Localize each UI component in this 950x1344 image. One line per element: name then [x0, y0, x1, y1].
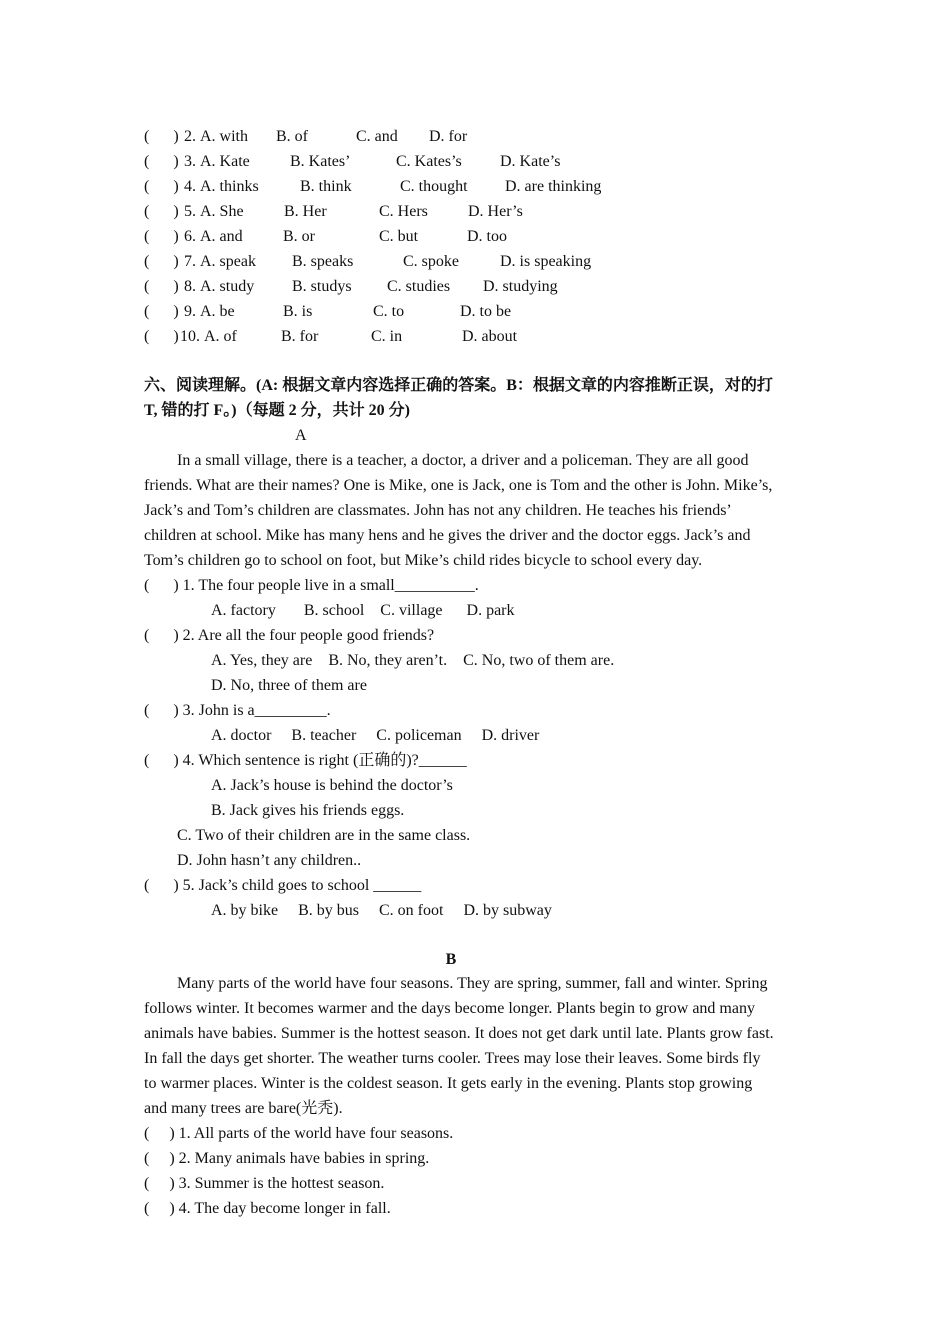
cloze-row	[144, 149, 561, 174]
option-d: D. Her’s	[468, 203, 523, 220]
cloze-row	[144, 199, 523, 224]
option-b: B. for	[281, 328, 319, 345]
option-c: C. Hers	[379, 203, 428, 220]
option-d: D. are thinking	[505, 178, 602, 195]
option-a: A. She	[200, 203, 244, 220]
option-d: D. studying	[483, 278, 558, 295]
option-b: B. studys	[292, 278, 352, 295]
true-false-item[interactable]: ( ) 1. All parts of the world have four seasons.	[144, 1125, 454, 1142]
passage-line: Tom’s children go to school on foot, but Mike’s child rides bicycle to school every day.	[144, 552, 703, 569]
option-b: B. speaks	[292, 253, 354, 270]
option-b: B. of	[276, 128, 308, 145]
option-b: B. is	[283, 303, 313, 320]
cloze-row	[144, 299, 512, 324]
answer-bracket[interactable]: ( )	[144, 328, 179, 345]
passage-line: follows winter. It becomes warmer and the days become longer. Plants begin to grow and many	[144, 1000, 755, 1017]
answer-bracket[interactable]: ( )	[144, 228, 179, 245]
question-options: A. Yes, they are B. No, they aren’t. C. No, two of them are.	[211, 652, 615, 669]
passage-a-label: A	[295, 427, 307, 444]
option-b: B. Kates’	[290, 153, 351, 170]
cloze-row	[144, 324, 518, 349]
option-d: D. about	[462, 328, 518, 345]
cloze-row	[144, 174, 602, 199]
option-a: A. thinks	[200, 178, 259, 195]
question-options: A. Jack’s house is behind the doctor’s	[211, 777, 453, 794]
question-options: A. by bike B. by bus C. on foot D. by subway	[211, 902, 552, 919]
answer-bracket[interactable]: ( )	[144, 128, 179, 145]
option-d: D. to be	[460, 303, 512, 320]
option-d: D. for	[429, 128, 468, 145]
option-d: D. is speaking	[500, 253, 592, 270]
true-false-item[interactable]: ( ) 4. The day become longer in fall.	[144, 1200, 391, 1217]
question-number: 4.	[184, 178, 196, 195]
passage-line: Jack’s and Tom’s children are classmates. John has not any children. He teaches his friends’	[144, 502, 732, 519]
option-a: A. Kate	[200, 153, 250, 170]
true-false-item[interactable]: ( ) 3. Summer is the hottest season.	[144, 1175, 385, 1192]
cloze-row	[144, 274, 558, 299]
option-c: C. thought	[400, 178, 468, 195]
option-c: C. Kates’s	[396, 153, 462, 170]
question-number: 3.	[184, 153, 196, 170]
question[interactable]: ( ) 1. The four people live in a small__________.	[144, 577, 479, 594]
option-c: C. studies	[387, 278, 451, 295]
cloze-row	[144, 124, 468, 149]
passage-line: and many trees are bare(光秃).	[144, 1100, 343, 1117]
question-number: 10.	[180, 328, 200, 345]
section-heading-cont: T, 错的打 F。)（每题 2 分，共计 20 分)	[144, 402, 410, 419]
answer-bracket[interactable]: ( )	[144, 203, 179, 220]
option-b: B. or	[283, 228, 315, 245]
passage-line: animals have babies. Summer is the hottest season. It does not get dark until late. Plants grow fast.	[144, 1025, 774, 1042]
question-options: D. John hasn’t any children..	[177, 852, 362, 869]
option-a: A. with	[200, 128, 248, 145]
cloze-row	[144, 249, 592, 274]
question-number: 2.	[184, 128, 196, 145]
question-options: A. doctor B. teacher C. policeman D. driver	[211, 727, 540, 744]
option-c: C. and	[356, 128, 398, 145]
option-d: D. too	[467, 228, 507, 245]
question[interactable]: ( ) 2. Are all the four people good friends?	[144, 627, 435, 644]
passage-line: friends. What are their names? One is Mike, one is Jack, one is Tom and the other is John. Mike’s,	[144, 477, 773, 494]
passage-line: Many parts of the world have four seasons. They are spring, summer, fall and winter. Spring	[177, 975, 768, 992]
question-number: 7.	[184, 253, 196, 270]
cloze-row	[144, 224, 507, 249]
option-a: A. be	[200, 303, 235, 320]
question-number: 8.	[184, 278, 196, 295]
true-false-item[interactable]: ( ) 2. Many animals have babies in spring.	[144, 1150, 430, 1167]
section-heading: 六、阅读理解。(A: 根据文章内容选择正确的答案。B：根据文章的内容推断正误，对的打	[144, 377, 773, 394]
question-options: B. Jack gives his friends eggs.	[211, 802, 405, 819]
option-c: C. spoke	[403, 253, 459, 270]
option-c: C. but	[379, 228, 419, 245]
passage-line: children at school. Mike has many hens and he gives the driver and the doctor eggs. Jack’s and	[144, 527, 751, 544]
answer-bracket[interactable]: ( )	[144, 153, 179, 170]
question-number: 5.	[184, 203, 196, 220]
passage-b-label: B	[445, 951, 457, 968]
answer-bracket[interactable]: ( )	[144, 253, 179, 270]
option-c: C. in	[371, 328, 403, 345]
question-options: D. No, three of them are	[211, 677, 367, 694]
option-b: B. think	[300, 178, 352, 195]
option-a: A. of	[204, 328, 237, 345]
passage-line: In a small village, there is a teacher, a doctor, a driver and a policeman. They are all good	[177, 452, 749, 469]
option-c: C. to	[373, 303, 405, 320]
question-options: A. factory B. school C. village D. park	[211, 602, 515, 619]
question-number: 9.	[184, 303, 196, 320]
answer-bracket[interactable]: ( )	[144, 178, 179, 195]
option-d: D. Kate’s	[500, 153, 561, 170]
question-options: C. Two of their children are in the same class.	[177, 827, 471, 844]
question[interactable]: ( ) 3. John is a_________.	[144, 702, 331, 719]
passage-line: to warmer places. Winter is the coldest season. It gets early in the evening. Plants stop growing	[144, 1075, 753, 1092]
passage-line: In fall the days get shorter. The weather turns cooler. Trees may lose their leaves. Some birds fly	[144, 1050, 761, 1067]
answer-bracket[interactable]: ( )	[144, 303, 179, 320]
question[interactable]: ( ) 4. Which sentence is right (正确的)?______	[144, 752, 467, 769]
option-a: A. study	[200, 278, 255, 295]
answer-bracket[interactable]: ( )	[144, 278, 179, 295]
option-b: B. Her	[284, 203, 327, 220]
question[interactable]: ( ) 5. Jack’s child goes to school ______	[144, 877, 422, 894]
option-a: A. and	[200, 228, 243, 245]
option-a: A. speak	[200, 253, 256, 270]
question-number: 6.	[184, 228, 196, 245]
